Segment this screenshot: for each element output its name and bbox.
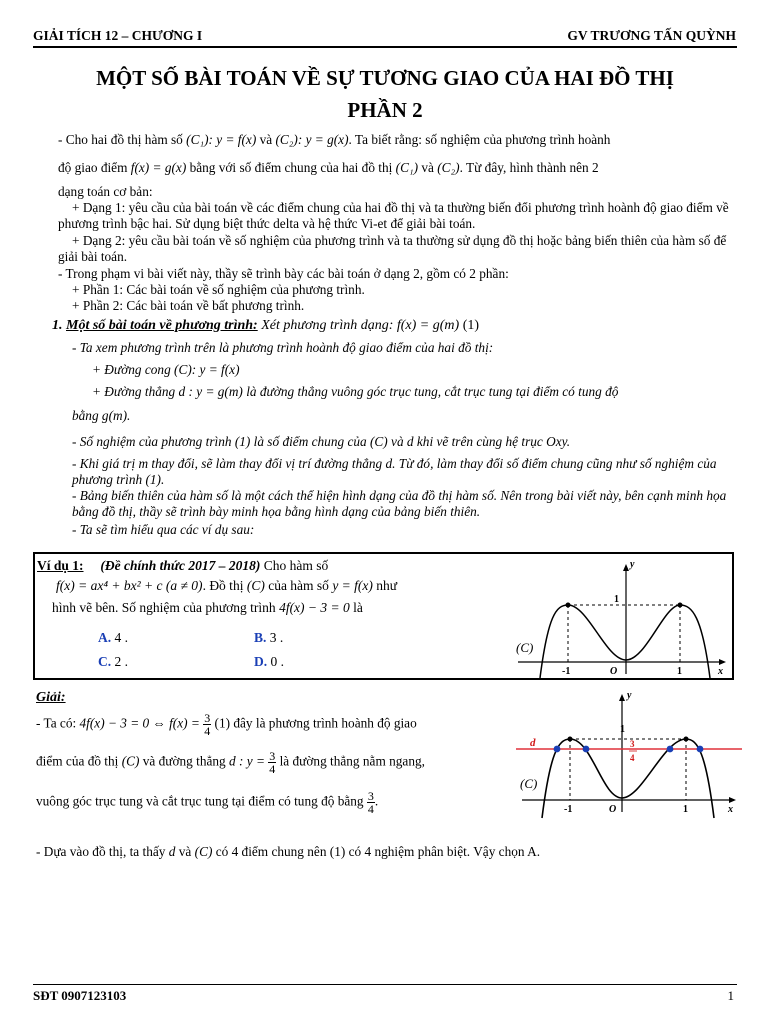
option-a[interactable] bbox=[98, 630, 128, 646]
intersection-4 bbox=[697, 746, 704, 753]
example-label: Ví dụ 1: bbox=[37, 558, 84, 573]
section-1-heading bbox=[52, 318, 742, 334]
math-c1: (C₁) bbox=[395, 160, 419, 175]
intro-line-2 bbox=[58, 160, 738, 176]
numerator: 3 bbox=[367, 789, 374, 803]
text: . Đồ thị bbox=[202, 578, 244, 593]
intersection-2 bbox=[583, 746, 590, 753]
fraction bbox=[367, 790, 375, 815]
denominator: 4 bbox=[269, 762, 276, 776]
text: và bbox=[259, 132, 273, 147]
label-origin: O bbox=[610, 666, 618, 677]
example-source: (Đề chính thức 2017 – 2018) bbox=[100, 558, 261, 573]
text: Cho hàm số bbox=[263, 558, 329, 573]
part-2: + Phần 2: Các bài toán về bất phương trình. bbox=[72, 298, 305, 313]
text: là đường thẳng nằm ngang, bbox=[279, 753, 425, 769]
max-right bbox=[684, 737, 689, 742]
label-origin: O bbox=[609, 804, 617, 815]
s1-bullet-7: - Ta sẽ tìm hiểu qua các ví dụ sau: bbox=[72, 522, 255, 537]
text: vuông góc trục tung và cắt trục tung tại điểm có tung độ bằng bbox=[36, 793, 364, 809]
denominator: 4 bbox=[204, 724, 211, 738]
intersection-3 bbox=[667, 746, 674, 753]
label-x: x bbox=[718, 666, 723, 677]
footer-phone: SĐT 0907123103 bbox=[33, 988, 127, 1003]
label-minus-one: -1 bbox=[564, 804, 573, 815]
math-eq: f(x) = g(x) bbox=[130, 160, 187, 175]
math-yf: y = f(x) bbox=[332, 578, 373, 593]
s1-bullet-5: - Khi giá trị m thay đổi, sẽ làm thay đổi vị trí đường thẳng d. Từ đó, làm thay đổi số điểm chung cũng như số nghiệm của phương trình (1). bbox=[72, 456, 717, 487]
math-c1: (C₁): y = f(x) bbox=[186, 132, 257, 147]
math-line: d : y = bbox=[229, 753, 265, 769]
text: và d khi vẽ trên cùng hệ trục Oxy. bbox=[391, 434, 571, 449]
label-one-x: 1 bbox=[683, 804, 688, 815]
math-curve: (C): y = f(x) bbox=[174, 362, 240, 377]
label-curve: (C) bbox=[516, 640, 534, 655]
text: độ giao điểm bbox=[58, 160, 128, 175]
s1-bullet-2 bbox=[92, 362, 738, 378]
label-one-y: 1 bbox=[614, 594, 619, 605]
solution-line-1 bbox=[36, 712, 516, 737]
text: và đường thẳng bbox=[142, 753, 226, 769]
text: Xét phương trình dạng: bbox=[261, 318, 394, 333]
math-eq: f(x) = g(m) bbox=[396, 318, 460, 333]
option-letter: C. bbox=[98, 654, 112, 669]
math-gm: g(m). bbox=[101, 408, 131, 423]
math-func: f(x) = ax⁴ + bx² + c (a ≠ 0) bbox=[56, 578, 203, 593]
text: có 4 điểm chung nên (1) có 4 nghiệm phân biệt. Vậy chọn A. bbox=[215, 844, 541, 859]
math-curve: (C) bbox=[246, 578, 265, 593]
solution-line-3 bbox=[36, 790, 516, 815]
solution-heading: Giải: bbox=[36, 690, 66, 705]
text: bằng với số điểm chung của hai đồ thị bbox=[189, 160, 393, 175]
math-curve: (C) bbox=[369, 434, 388, 449]
page-title: MỘT SỐ BÀI TOÁN VỀ SỰ TƯƠNG GIAO CỦA HAI ĐỒ THỊ bbox=[96, 66, 674, 90]
option-value: 4 . bbox=[114, 630, 128, 645]
header-right: GV TRƯƠNG TẤN QUỲNH bbox=[567, 28, 736, 43]
text: - Dựa vào đồ thị, ta thấy bbox=[36, 844, 166, 859]
text: bằng bbox=[72, 408, 99, 423]
fraction bbox=[203, 712, 211, 737]
text: . Ta biết rằng: số nghiệm của phương trình hoành bbox=[348, 132, 611, 147]
x-arrow bbox=[729, 797, 736, 803]
point-left bbox=[566, 603, 571, 608]
text: đây là phương trình hoành độ giao bbox=[233, 715, 417, 731]
text: là bbox=[353, 600, 363, 615]
math-c2: (C₂): y = g(x) bbox=[275, 132, 349, 147]
solution-line-4 bbox=[36, 844, 736, 860]
text: và bbox=[178, 844, 192, 859]
intersection-1 bbox=[554, 746, 561, 753]
text: và bbox=[421, 160, 434, 175]
label-x: x bbox=[728, 804, 733, 815]
point-right bbox=[678, 603, 683, 608]
math-d: d bbox=[168, 844, 176, 859]
type-2: + Dạng 2: yêu cầu bài toán về số nghiệm của phương trình và ta thường sử dụng đồ thị hoặc bảng biến thiên của hàm số để giải bài toán. bbox=[58, 233, 727, 264]
y-arrow bbox=[623, 564, 629, 571]
eq-number: (1) bbox=[462, 318, 480, 333]
math-curve: (C) bbox=[194, 844, 213, 859]
option-d[interactable] bbox=[254, 654, 284, 670]
label-frac-num: 3 bbox=[630, 739, 635, 749]
label-y: y bbox=[630, 559, 635, 570]
label-one-x: 1 bbox=[677, 666, 682, 677]
intro-line-3: dạng toán cơ bản: bbox=[58, 184, 153, 199]
type-1: + Dạng 1: yêu cầu của bài toán về các điểm chung của hai đồ thị và ta thường biến đổi phương trình hoành độ giao điểm về phương trình bậc hai. Sử dụng biệt thức delta và hệ thức Vi-et để giải bài toán. bbox=[58, 200, 729, 231]
text: - Ta có: bbox=[36, 715, 77, 731]
denominator: 4 bbox=[367, 802, 374, 816]
label-d: d bbox=[530, 737, 536, 749]
max-left bbox=[568, 737, 573, 742]
text: + Đường thẳng bbox=[92, 384, 176, 399]
math-eq: 4f(x) − 3 = 0 ⇔ f(x) = bbox=[79, 715, 200, 731]
section-number: 1. bbox=[52, 318, 63, 333]
eq-number: (1) bbox=[214, 715, 231, 731]
text: + Đường cong bbox=[92, 362, 171, 377]
text: của hàm số bbox=[268, 578, 329, 593]
solution-graph bbox=[514, 688, 744, 820]
s1-bullet-1: - Ta xem phương trình trên là phương trình hoành độ giao điểm của hai đồ thị: bbox=[72, 340, 494, 355]
math-curve: (C) bbox=[121, 753, 140, 769]
option-c[interactable] bbox=[98, 654, 128, 670]
text: như bbox=[376, 578, 398, 593]
label-y: y bbox=[627, 690, 632, 701]
label-minus-one: -1 bbox=[562, 666, 571, 677]
header-rule bbox=[33, 46, 737, 48]
text: . Từ đây, hình thành nên 2 bbox=[459, 160, 599, 175]
scope: - Trong phạm vi bài viết này, thầy sẽ trình bày các bài toán ở dạng 2, gồm có 2 phần: bbox=[58, 266, 509, 281]
y-arrow bbox=[619, 694, 625, 701]
s1-bullet-3b bbox=[72, 408, 738, 424]
option-letter: B. bbox=[254, 630, 267, 645]
header-left: GIẢI TÍCH 12 – CHƯƠNG I bbox=[33, 28, 203, 43]
math-eq: 4f(x) − 3 = 0 bbox=[279, 600, 350, 615]
s1-bullet-4 bbox=[72, 434, 738, 450]
text: . bbox=[374, 793, 379, 809]
label-frac-den: 4 bbox=[630, 753, 635, 763]
option-value: 0 . bbox=[270, 654, 284, 669]
option-value: 3 . bbox=[269, 630, 284, 645]
fraction bbox=[268, 750, 276, 775]
option-letter: D. bbox=[254, 654, 268, 669]
example-line-1 bbox=[37, 558, 517, 574]
intro-line-1 bbox=[58, 132, 738, 148]
part-1: + Phần 1: Các bài toán về số nghiệm của phương trình. bbox=[72, 282, 365, 297]
s1-bullet-3 bbox=[92, 384, 738, 400]
footer-rule bbox=[33, 984, 737, 985]
option-letter: A. bbox=[98, 630, 112, 645]
page-number: 1 bbox=[727, 988, 734, 1003]
numerator: 3 bbox=[269, 749, 276, 763]
text: hình vẽ bên. Số nghiệm của phương trình bbox=[52, 600, 276, 615]
text: - Cho hai đồ thị hàm số bbox=[58, 132, 183, 147]
solution-line-2 bbox=[36, 750, 516, 775]
page-subtitle: PHẦN 2 bbox=[347, 98, 423, 122]
math-c2: (C₂) bbox=[437, 160, 460, 175]
example-line-3 bbox=[52, 600, 522, 616]
text: là đường thẳng vuông góc trục tung, cắt trục tung tại điểm có tung độ bbox=[246, 384, 619, 399]
example-graph bbox=[510, 556, 732, 678]
x-arrow bbox=[719, 659, 726, 665]
text: - Số nghiệm của phương trình (1) là số điểm chung của bbox=[72, 434, 367, 449]
math-line: d : y = g(m) bbox=[178, 384, 243, 399]
option-value: 2 . bbox=[114, 654, 128, 669]
example-line-2 bbox=[56, 578, 526, 594]
option-b[interactable] bbox=[254, 630, 283, 646]
section-title: Một số bài toán về phương trình: bbox=[66, 318, 258, 333]
s1-bullet-6: - Bảng biến thiên của hàm số là một cách thể hiện hình dạng của đồ thị hàm số. Nên trong bài viết này, bên cạnh minh họa bằng đồ thị, thầy sẽ trình bày minh họa bằng hình dạng của bảng biến thiên. bbox=[72, 488, 727, 519]
numerator: 3 bbox=[204, 711, 211, 725]
text: điểm của đồ thị bbox=[36, 753, 119, 769]
label-curve: (C) bbox=[520, 776, 538, 791]
label-one-y: 1 bbox=[620, 724, 625, 735]
